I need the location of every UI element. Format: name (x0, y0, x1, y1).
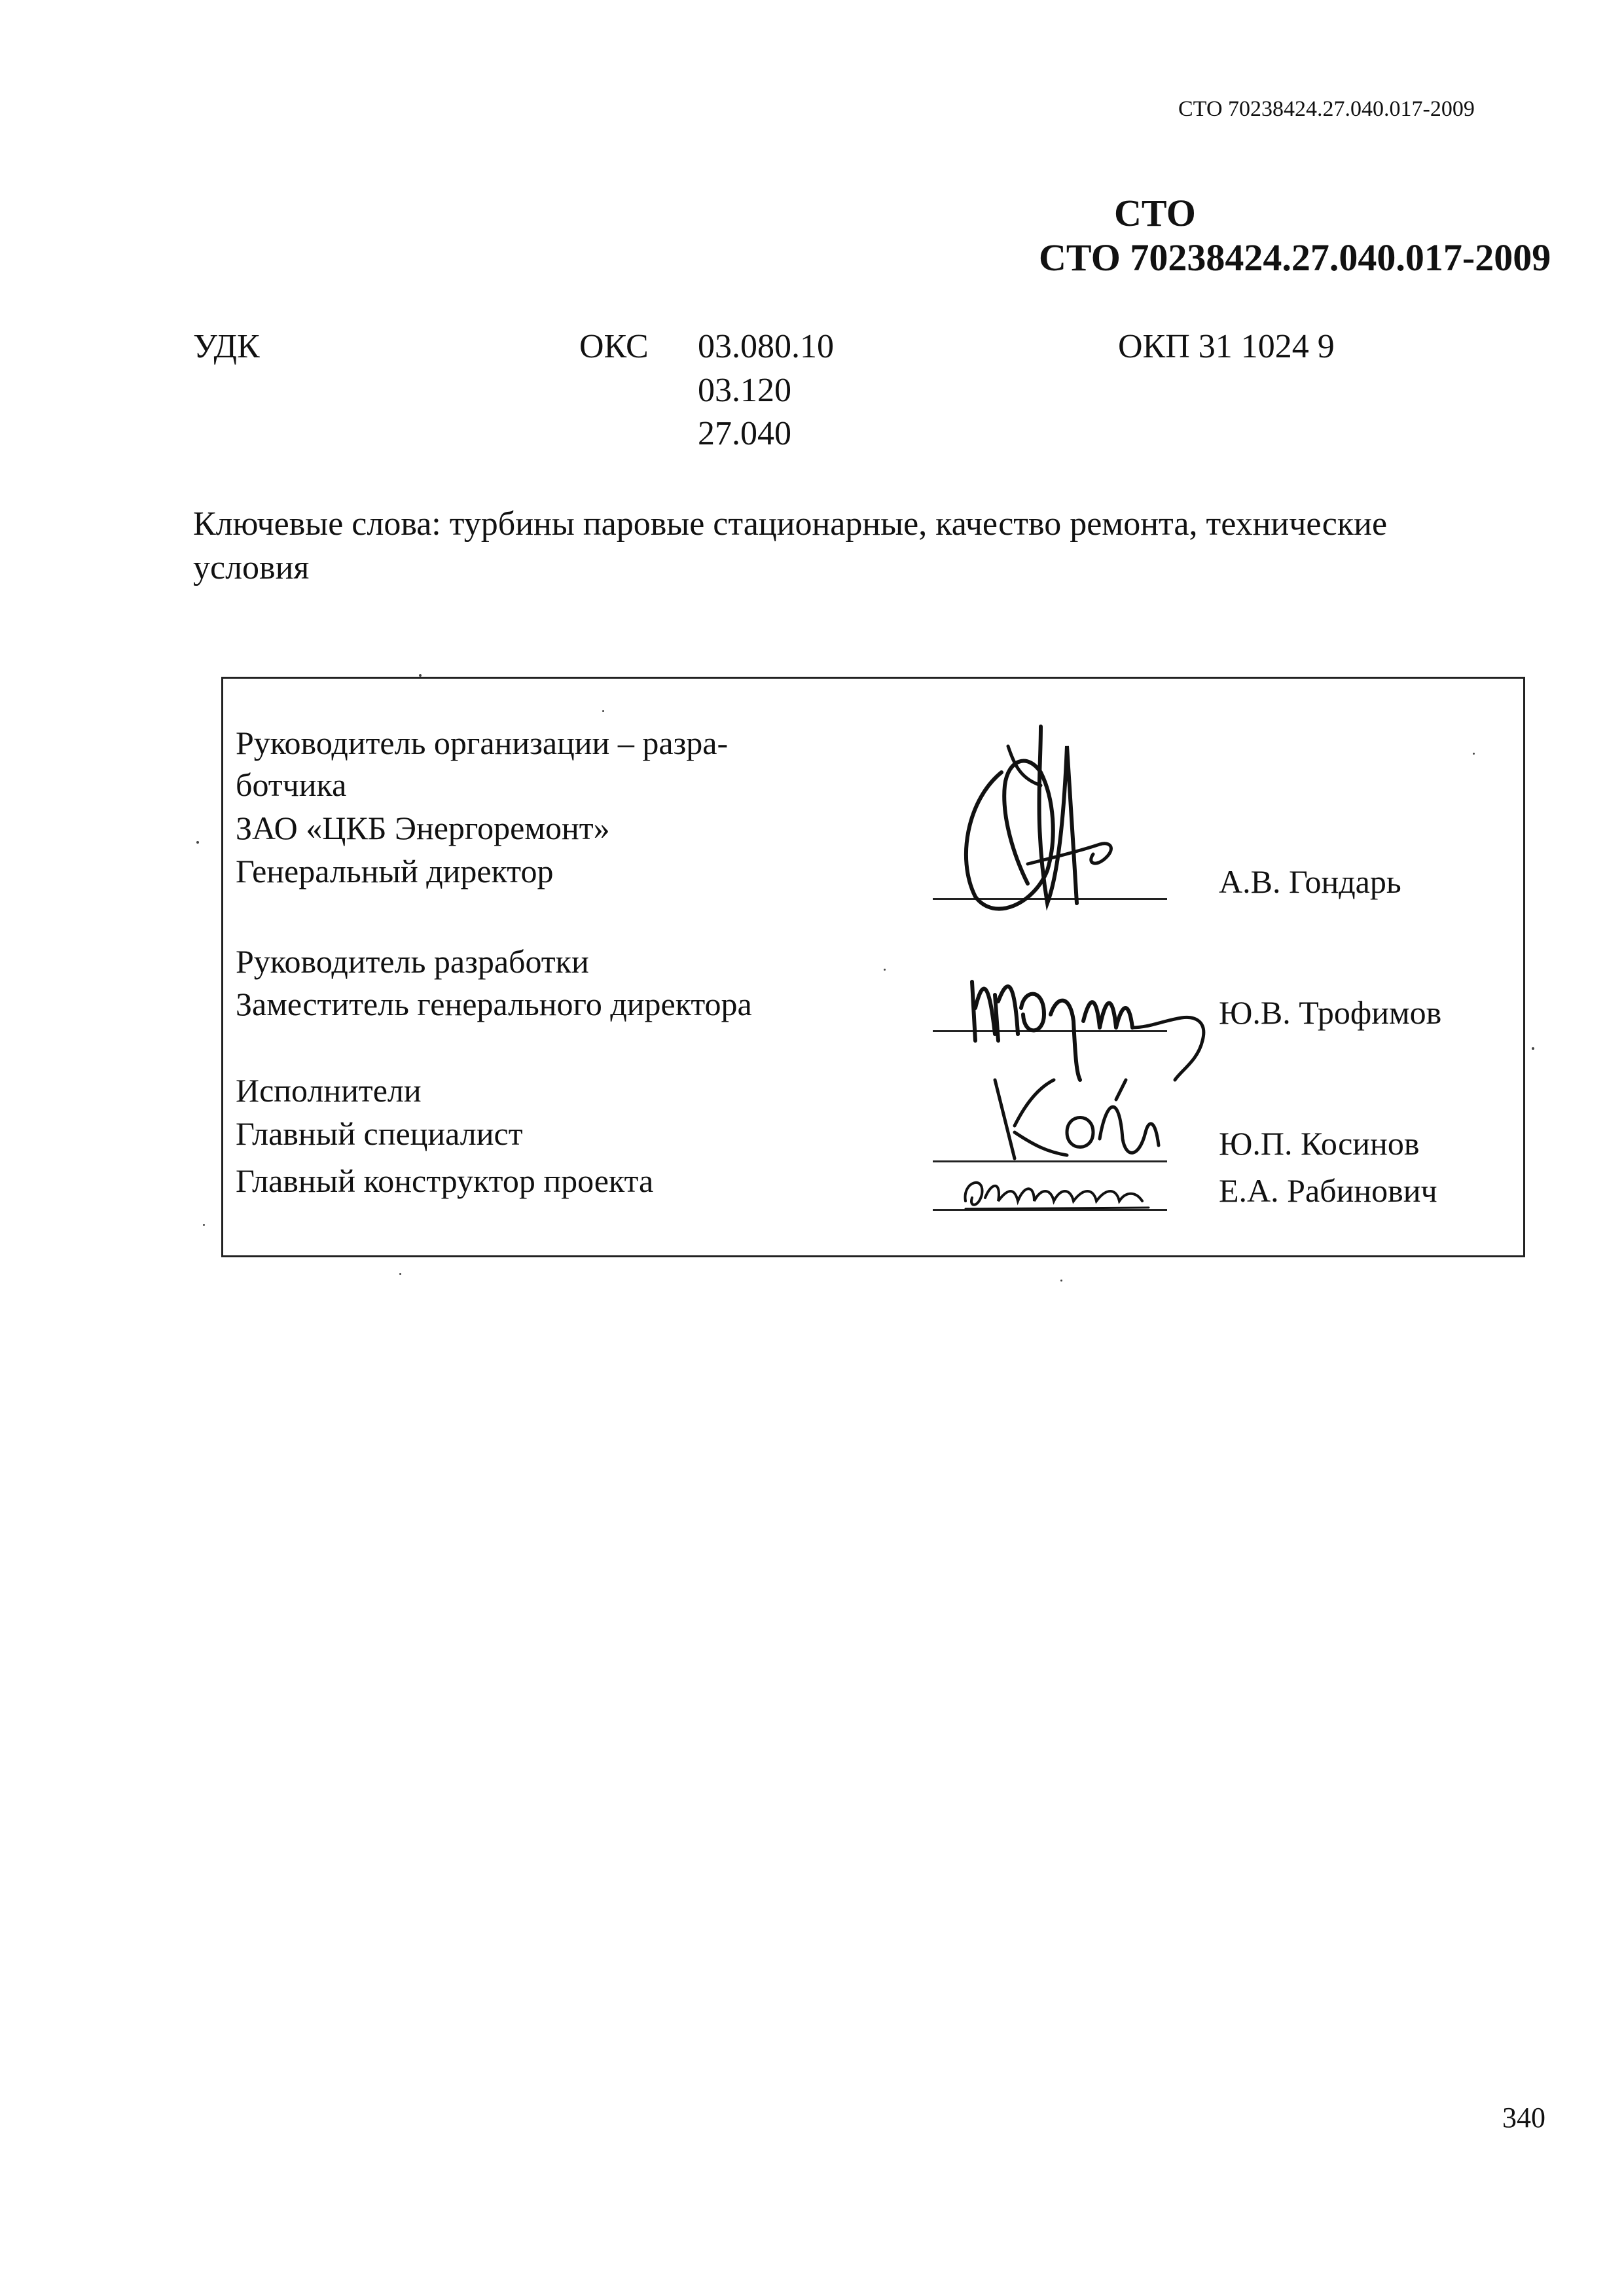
oks-label: ОКС (579, 328, 649, 365)
scan-speck (399, 1273, 401, 1275)
block3-line3: Главный конструктор проекта (236, 1162, 654, 1199)
block3-line1: Исполнители (236, 1072, 422, 1109)
block1-line3: ЗАО «ЦКБ Энергоремонт» (236, 810, 610, 846)
oks-code-2: 03.120 (698, 372, 791, 409)
oks-code-3: 27.040 (698, 415, 791, 452)
title-line-1: СТО (1114, 192, 1196, 234)
keywords-line-2: условия (193, 549, 310, 586)
block1-line2: ботчика (236, 766, 347, 803)
block3-name2: Ю.П. Косинов (1219, 1125, 1420, 1162)
okp-code: ОКП 31 1024 9 (1118, 328, 1335, 365)
signature-rabinovich-image (952, 1168, 1168, 1221)
title-line-2: СТО 70238424.27.040.017-2009 (1039, 236, 1551, 279)
scan-speck (884, 969, 886, 971)
scan-speck (1473, 753, 1475, 755)
scan-speck (1532, 1047, 1534, 1050)
scan-speck (419, 674, 422, 677)
block3-line2: Главный специалист (236, 1115, 523, 1152)
header-document-code: СТО 70238424.27.040.017-2009 (1178, 97, 1475, 121)
block1-line4: Генеральный директор (236, 853, 554, 889)
scan-speck (602, 710, 604, 712)
block1-name: А.В. Гондарь (1219, 863, 1401, 900)
scan-speck (196, 841, 199, 844)
block2-line2: Заместитель генерального директора (236, 986, 752, 1022)
signature-gondar-image (943, 707, 1139, 942)
block2-name: Ю.В. Трофимов (1219, 994, 1442, 1031)
signature-kosinov-image (969, 1060, 1191, 1172)
udk-label: УДК (193, 328, 260, 365)
scan-speck (1060, 1280, 1062, 1282)
oks-code-1: 03.080.10 (698, 328, 834, 365)
scan-speck (203, 1224, 205, 1226)
block2-line1: Руководитель разработки (236, 943, 589, 980)
keywords-line-1: Ключевые слова: турбины паровые стационарные, качество ремонта, технические (193, 505, 1388, 543)
page-number: 340 (1502, 2102, 1545, 2134)
block3-name3: Е.А. Рабинович (1219, 1172, 1437, 1209)
block1-line1: Руководитель организации – разра- (236, 725, 729, 761)
